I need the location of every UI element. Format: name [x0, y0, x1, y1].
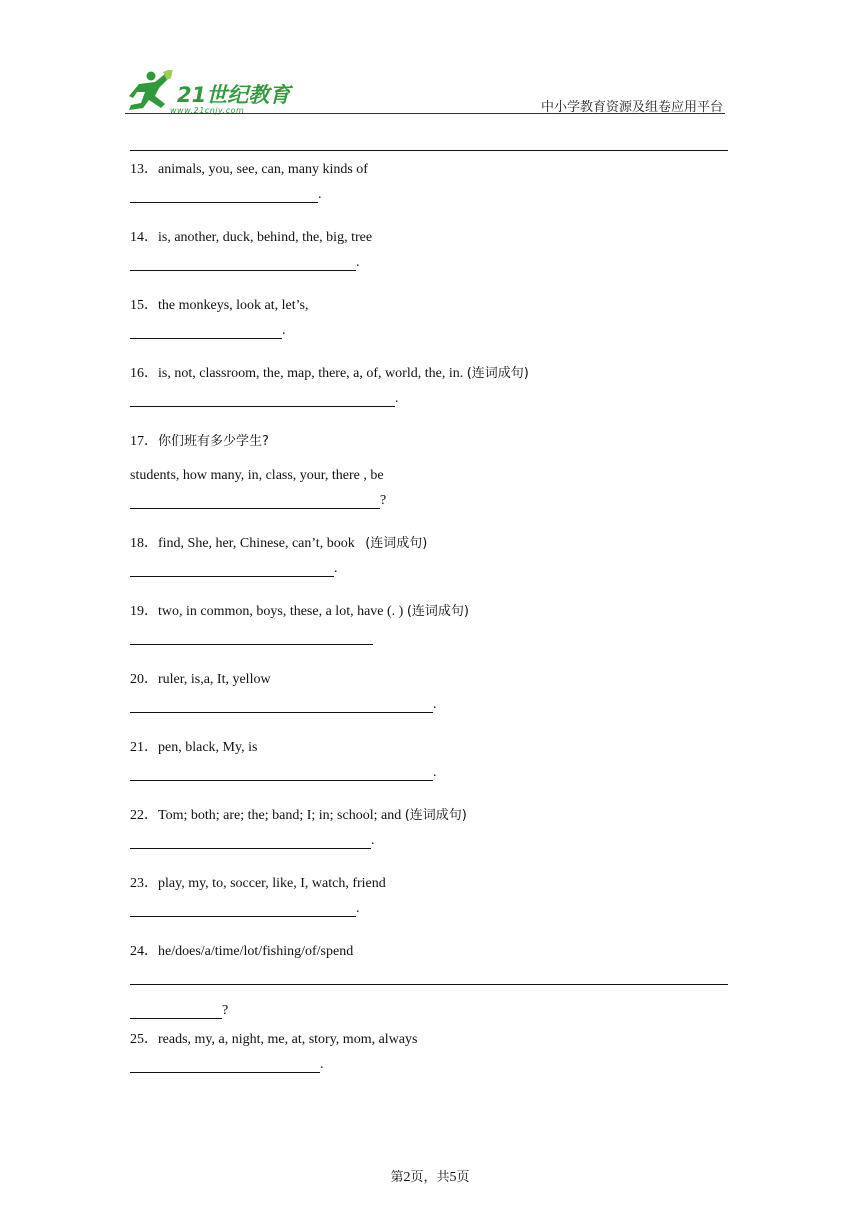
question-21: 21．pen, black, My, is: [130, 740, 258, 755]
question-16: 16．is, not, classroom, the, map, there, a, of, world, the, in. (连词成句): [130, 366, 529, 381]
question-25: 25．reads, my, a, night, me, at, story, mom, always: [130, 1032, 418, 1047]
logo-text: 21世纪教育: [177, 83, 291, 107]
question-20: 20．ruler, is,a, It, yellow: [130, 672, 271, 687]
question-22: 22．Tom; both; are; the; band; I; in; school; and (连词成句): [130, 808, 467, 823]
answer-line-25[interactable]: .: [130, 1050, 730, 1078]
answer-line-12: [130, 150, 728, 151]
question-13: 13．animals, you, see, can, many kinds of: [130, 162, 368, 177]
page-footer: 第2页，共5页: [390, 1170, 470, 1185]
question-list: [130, 160, 730, 1078]
answer-line-16[interactable]: .: [130, 384, 730, 412]
question-17: 17．你们班有多少学生?: [130, 434, 269, 449]
header-divider: [125, 113, 725, 114]
answer-line-24-full[interactable]: [130, 962, 730, 990]
answer-line-14[interactable]: .: [130, 248, 730, 276]
answer-line-19[interactable]: [130, 622, 730, 650]
platform-name: 中小学教育资源及组卷应用平台: [540, 100, 723, 115]
question-17-words: students, how many, in, class, your, there , be: [130, 468, 384, 483]
question-14: 14．is, another, duck, behind, the, big, tree: [130, 230, 373, 245]
question-18: 18．find, She, her, Chinese, can’t, book (连词成句): [130, 536, 428, 551]
logo-url: www.21cnjy.com: [170, 106, 245, 115]
page-header: [125, 66, 725, 116]
logo: [125, 70, 295, 114]
answer-line-22[interactable]: .: [130, 826, 730, 854]
answer-line-15[interactable]: .: [130, 316, 730, 344]
question-15: 15．the monkeys, look at, let’s,: [130, 298, 309, 313]
answer-line-23[interactable]: .: [130, 894, 730, 922]
answer-line-17[interactable]: ?: [130, 486, 730, 514]
question-24: 24．he/does/a/time/lot/fishing/of/spend: [130, 944, 354, 959]
answer-line-20[interactable]: .: [130, 690, 730, 718]
answer-line-13[interactable]: .: [130, 180, 730, 208]
answer-line-24[interactable]: ?: [130, 1002, 730, 1030]
question-23: 23．play, my, to, soccer, like, I, watch, friend: [130, 876, 386, 891]
answer-line-18[interactable]: .: [130, 554, 730, 582]
question-19: 19．two, in common, boys, these, a lot, have (. ) (连词成句): [130, 604, 469, 619]
answer-line-21[interactable]: .: [130, 758, 730, 786]
